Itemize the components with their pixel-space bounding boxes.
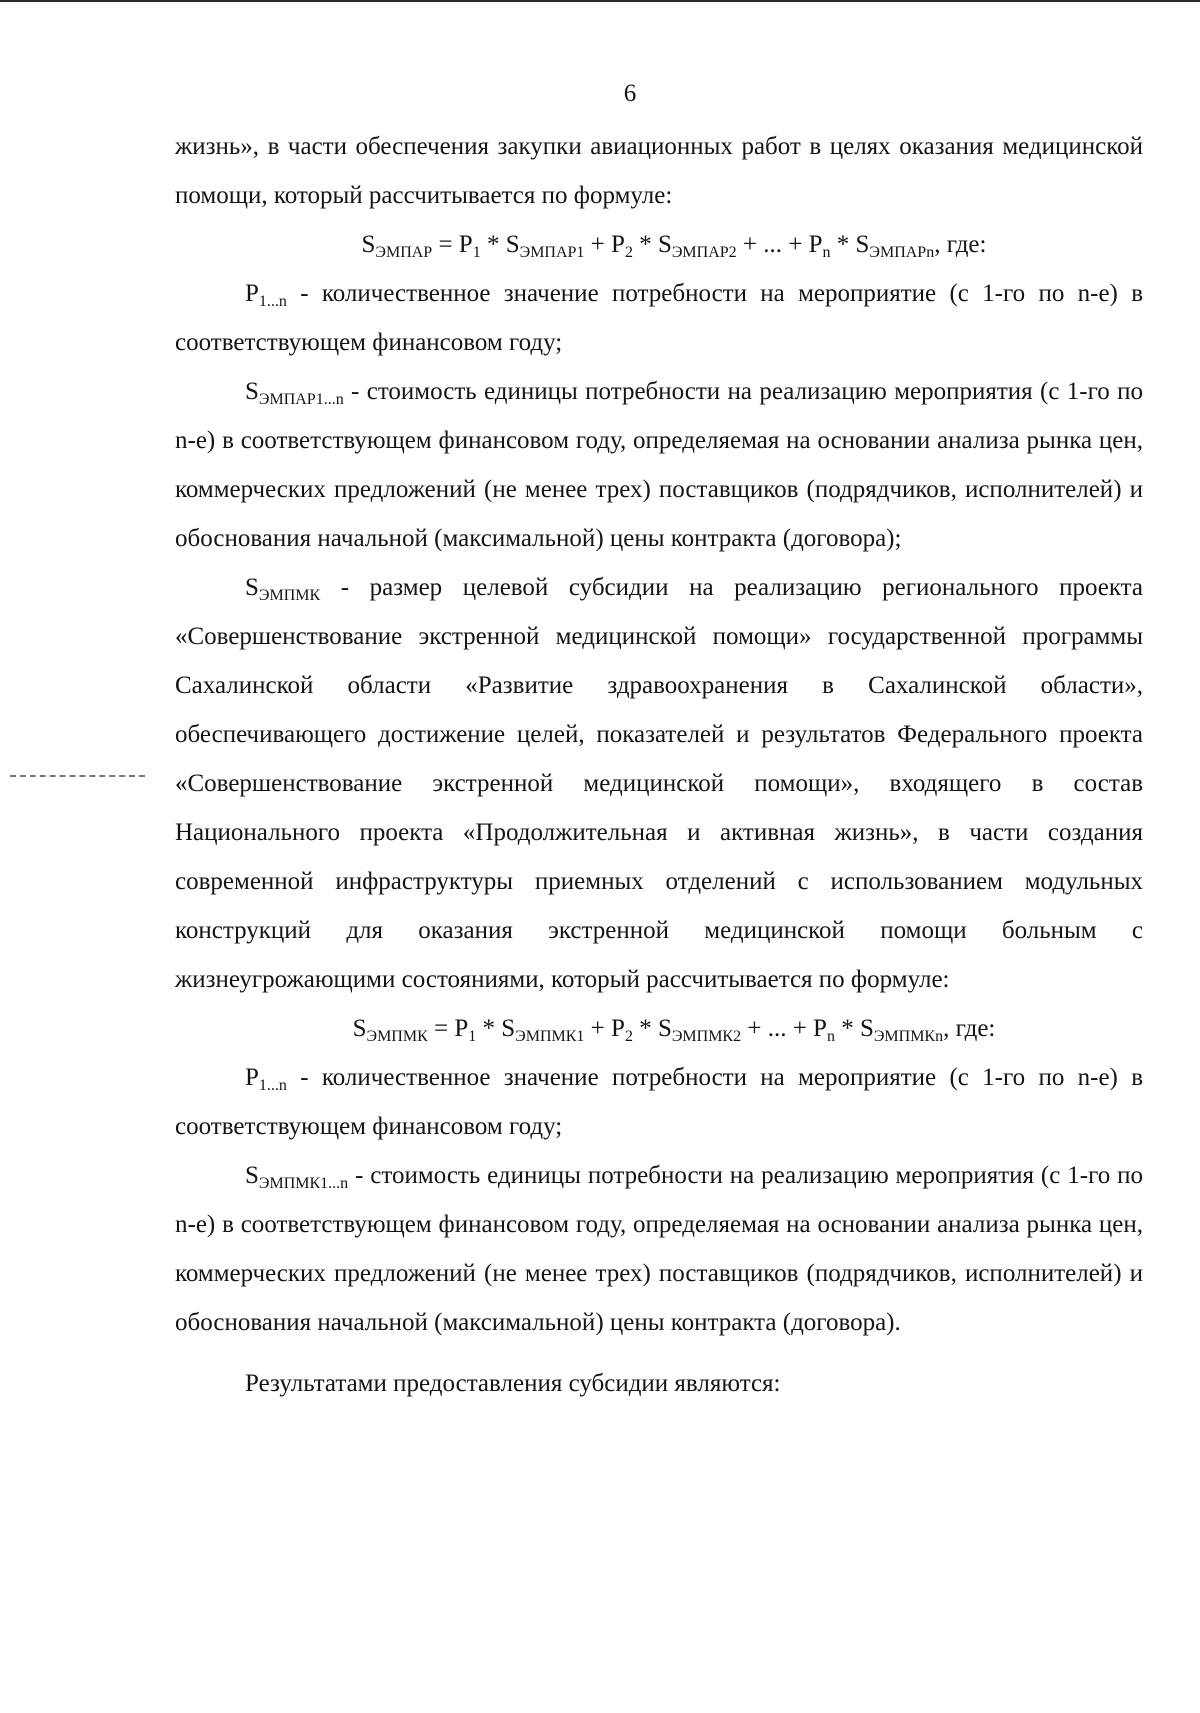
paragraph: Результатами предоставления субсидии являются: bbox=[245, 1370, 781, 1397]
paragraph: $P_{1...n}$ - количественное значение потребности на мероприятие (с 1-го по n-е) в соответствующем финансовом году; bbox=[175, 1064, 1143, 1140]
page-number: 6 bbox=[623, 80, 637, 107]
paragraph: $S_{ЭМПМК}$ - размер целевой субсидии на реализацию регионального проекта «Совершенствование экстренной медицинской помощи» государственной программы Сахалинской области «Развитие здравоохранения в Сахалинской области», обеспечивающего достижение целей, показателей и результатов Федерального проекта «Совершенствование экстренной медицинской помощи», входящего в состав Национального проекта «Продолжительная и активная жизнь», в части создания современной инфраструктуры приемных отделений с использованием модульных конструкций для оказания экстренной медицинской помощи больным с жизнеугрожающими состояниями, который рассчитывается по формуле: bbox=[175, 574, 1143, 993]
margin-mark bbox=[10, 775, 145, 777]
paragraph: $P_{1...n}$ - количественное значение потребности на мероприятие (с 1-го по n-е) в соответствующем финансовом году; bbox=[175, 280, 1143, 356]
paragraph: $S_{ЭМПМК1...n}$ - стоимость единицы потребности на реализацию мероприятия (с 1-го по n-е) в соответствующем финансовом году, определяемая на основании анализа рынка цен, коммерческих предложений (не менее трех) поставщиков (подрядчиков, исполнителей) и обоснования начальной (максимальной) цены контракта (договора). bbox=[175, 1162, 1143, 1336]
document-body bbox=[175, 122, 1143, 1408]
paragraph: жизнь», в части обеспечения закупки авиационных работ в целях оказания медицинской помощи, который рассчитывается по формуле: bbox=[175, 133, 1143, 209]
page-top-edge bbox=[0, 0, 1200, 2]
paragraph: $S_{ЭМПАР1...n}$ - стоимость единицы потребности на реализацию мероприятия (с 1-го по n-е) в соответствующем финансовом году, определяемая на основании анализа рынка цен, коммерческих предложений (не менее трех) поставщиков (подрядчиков, исполнителей) и обоснования начальной (максимальной) цены контракта (договора); bbox=[175, 378, 1143, 552]
formula: $S_{ЭМПМК} = P_1 * S_{ЭМПМК1} + P_2 * S_{ЭМПМК2}$ + ... + $P_n * S_{ЭМПМКn}$, где: bbox=[352, 1015, 996, 1045]
formula: $S_{ЭМПАР} = P_1 * S_{ЭМПАР1} + P_2 * S_{ЭМПАР2}$ + ... + $P_n * S_{ЭМПАРn}$, где: bbox=[361, 231, 987, 261]
